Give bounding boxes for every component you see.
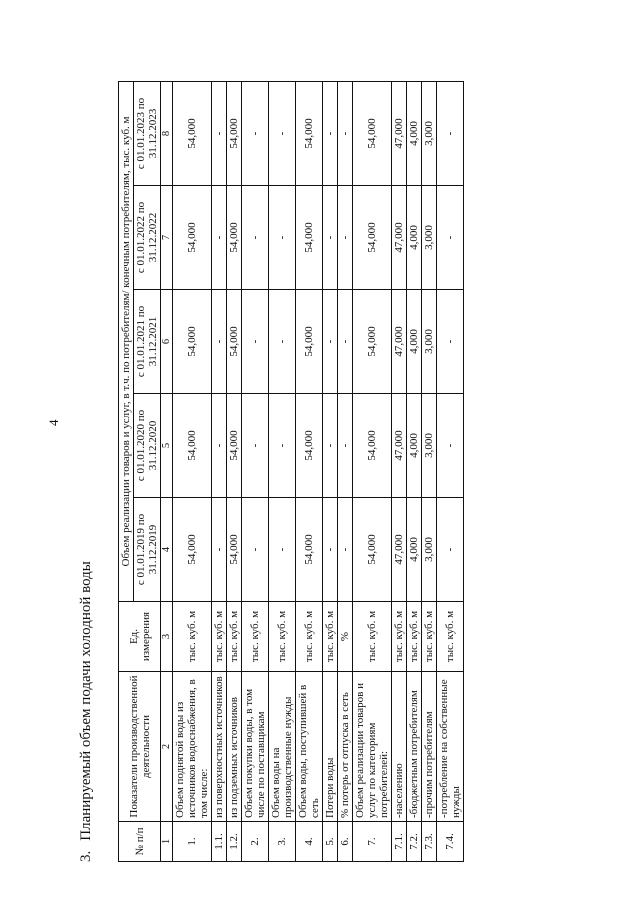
row-value: 3,000	[422, 498, 437, 602]
row-value: -	[269, 290, 296, 394]
index-cell: 8	[161, 81, 173, 185]
header-row-1	[119, 81, 134, 861]
row-unit: тыс. куб. м	[173, 602, 212, 672]
table-row	[338, 81, 353, 861]
row-value: 54,000	[227, 290, 242, 394]
row-value: 54,000	[296, 394, 323, 498]
row-indicator: Объем воды на производственные нужды	[269, 672, 296, 822]
row-value: 54,000	[227, 186, 242, 290]
row-value: 4,000	[407, 394, 422, 498]
row-value: 54,000	[353, 498, 392, 602]
header-num: № п/п	[119, 822, 161, 862]
row-value: -	[437, 290, 464, 394]
row-value: 54,000	[173, 186, 212, 290]
row-value: -	[437, 81, 464, 185]
row-indicator: -прочим потребителям	[422, 672, 437, 822]
row-value: -	[338, 290, 353, 394]
row-value: 3,000	[422, 186, 437, 290]
table-row	[353, 81, 392, 861]
row-number: 7.	[353, 822, 392, 862]
header-indicator: Показатели производственной деятельности	[119, 672, 161, 822]
table-row	[296, 81, 323, 861]
row-value: 54,000	[353, 186, 392, 290]
row-value: -	[212, 81, 227, 185]
water-volume-table	[118, 81, 464, 862]
row-value: 47,000	[392, 186, 407, 290]
header-group: Объем реализации товаров и услуг, в т.ч. по потребителям/ конечным потребителям, тыс. куб. м	[119, 81, 134, 601]
row-number: 1.1.	[212, 822, 227, 862]
row-number: 5.	[323, 822, 338, 862]
row-value: -	[212, 186, 227, 290]
row-indicator: Объем покупки воды, в том числе по поставщикам	[242, 672, 269, 822]
row-indicator: % потерь от отпуска в сеть	[338, 672, 353, 822]
row-indicator: Объем воды, поступившей в сеть	[296, 672, 323, 822]
row-value: -	[212, 290, 227, 394]
row-number: 1.	[173, 822, 212, 862]
row-number: 3.	[269, 822, 296, 862]
row-unit: тыс. куб. м	[407, 602, 422, 672]
row-value: -	[269, 81, 296, 185]
index-cell: 5	[161, 394, 173, 498]
row-value: 54,000	[296, 498, 323, 602]
row-value: 54,000	[227, 394, 242, 498]
row-value: -	[338, 81, 353, 185]
table-row	[227, 81, 242, 861]
row-value: -	[338, 186, 353, 290]
row-value: 54,000	[353, 290, 392, 394]
row-value: 54,000	[173, 290, 212, 394]
row-unit: тыс. куб. м	[323, 602, 338, 672]
row-value: -	[242, 394, 269, 498]
table-row	[173, 81, 212, 861]
row-indicator: Потери воды	[323, 672, 338, 822]
index-cell: 7	[161, 186, 173, 290]
row-value: 54,000	[173, 394, 212, 498]
row-value: -	[323, 81, 338, 185]
table-row	[392, 81, 407, 861]
table-row	[323, 81, 338, 861]
row-unit: тыс. куб. м	[437, 602, 464, 672]
row-value: -	[323, 394, 338, 498]
row-unit: тыс. куб. м	[422, 602, 437, 672]
header-period: с 01.01.2020 по 31.12.2020	[134, 394, 161, 498]
row-value: -	[323, 290, 338, 394]
row-value: -	[338, 498, 353, 602]
row-number: 7.2.	[407, 822, 422, 862]
row-value: 54,000	[353, 394, 392, 498]
table-row	[269, 81, 296, 861]
row-value: -	[269, 498, 296, 602]
row-number: 6.	[338, 822, 353, 862]
row-value: -	[338, 394, 353, 498]
table-row	[407, 81, 422, 861]
header-unit: Ед. измерения	[119, 602, 161, 672]
row-number: 2.	[242, 822, 269, 862]
row-indicator: из подземных источников	[227, 672, 242, 822]
row-unit: тыс. куб. м	[269, 602, 296, 672]
row-value: -	[242, 186, 269, 290]
row-value: 54,000	[173, 81, 212, 185]
row-value: 47,000	[392, 81, 407, 185]
row-unit: тыс. куб. м	[242, 602, 269, 672]
row-value: -	[269, 394, 296, 498]
row-number: 7.1.	[392, 822, 407, 862]
row-number: 7.3.	[422, 822, 437, 862]
header-period: с 01.01.2022 по 31.12.2022	[134, 186, 161, 290]
row-unit: тыс. куб. м	[296, 602, 323, 672]
table-row	[437, 81, 464, 861]
row-unit: тыс. куб. м	[392, 602, 407, 672]
table-row	[212, 81, 227, 861]
table-body	[173, 81, 464, 861]
row-number: 7.4.	[437, 822, 464, 862]
row-value: 47,000	[392, 394, 407, 498]
row-value: -	[323, 498, 338, 602]
row-value: -	[212, 394, 227, 498]
row-value: -	[437, 394, 464, 498]
index-cell: 6	[161, 290, 173, 394]
row-number: 1.2.	[227, 822, 242, 862]
row-value: -	[437, 186, 464, 290]
row-value: 54,000	[296, 186, 323, 290]
row-value: 3,000	[422, 290, 437, 394]
index-row	[161, 81, 173, 861]
table-row	[422, 81, 437, 861]
table-row	[242, 81, 269, 861]
row-value: -	[242, 498, 269, 602]
row-value: 4,000	[407, 290, 422, 394]
index-cell: 2	[161, 672, 173, 822]
row-value: 54,000	[227, 81, 242, 185]
row-value: -	[242, 290, 269, 394]
row-indicator: Объем реализации товаров и услуг по категориям потребителей:	[353, 672, 392, 822]
header-period: с 01.01.2021 по 31.12.2021	[134, 290, 161, 394]
section-title: Планируемый объем подачи холодной воды	[78, 561, 94, 841]
header-period: с 01.01.2019 по 31.12.2019	[134, 498, 161, 602]
row-unit: тыс. куб. м	[212, 602, 227, 672]
row-value: -	[269, 186, 296, 290]
row-value: 3,000	[422, 394, 437, 498]
row-value: 47,000	[392, 498, 407, 602]
row-value: 54,000	[296, 290, 323, 394]
row-indicator: -населению	[392, 672, 407, 822]
row-value: 54,000	[227, 498, 242, 602]
rotated-content	[78, 22, 638, 862]
row-number: 4.	[296, 822, 323, 862]
index-cell: 3	[161, 602, 173, 672]
row-value: 4,000	[407, 498, 422, 602]
row-value: 54,000	[353, 81, 392, 185]
row-value: -	[323, 186, 338, 290]
row-indicator: -потребление на собственные нужды	[437, 672, 464, 822]
row-value: 4,000	[407, 81, 422, 185]
section-number: 3.	[78, 850, 94, 862]
row-unit: тыс. куб. м	[227, 602, 242, 672]
page-number: 4	[46, 419, 61, 426]
row-value: 54,000	[173, 498, 212, 602]
index-cell: 4	[161, 498, 173, 602]
row-value: 3,000	[422, 81, 437, 185]
index-cell: 1	[161, 822, 173, 862]
row-value: 54,000	[296, 81, 323, 185]
row-unit: %	[338, 602, 353, 672]
row-unit: тыс. куб. м	[353, 602, 392, 672]
row-indicator: Объем поднятой воды из источников водоснабжения, в том числе:	[173, 672, 212, 822]
row-value: -	[212, 498, 227, 602]
row-value: -	[437, 498, 464, 602]
section-heading	[78, 561, 95, 862]
row-value: -	[242, 81, 269, 185]
row-indicator: из поверхностных источников	[212, 672, 227, 822]
row-value: 4,000	[407, 186, 422, 290]
row-value: 47,000	[392, 290, 407, 394]
row-indicator: -бюджетным потребителям	[407, 672, 422, 822]
header-period: с 01.01.2023 по 31.12.2023	[134, 81, 161, 185]
